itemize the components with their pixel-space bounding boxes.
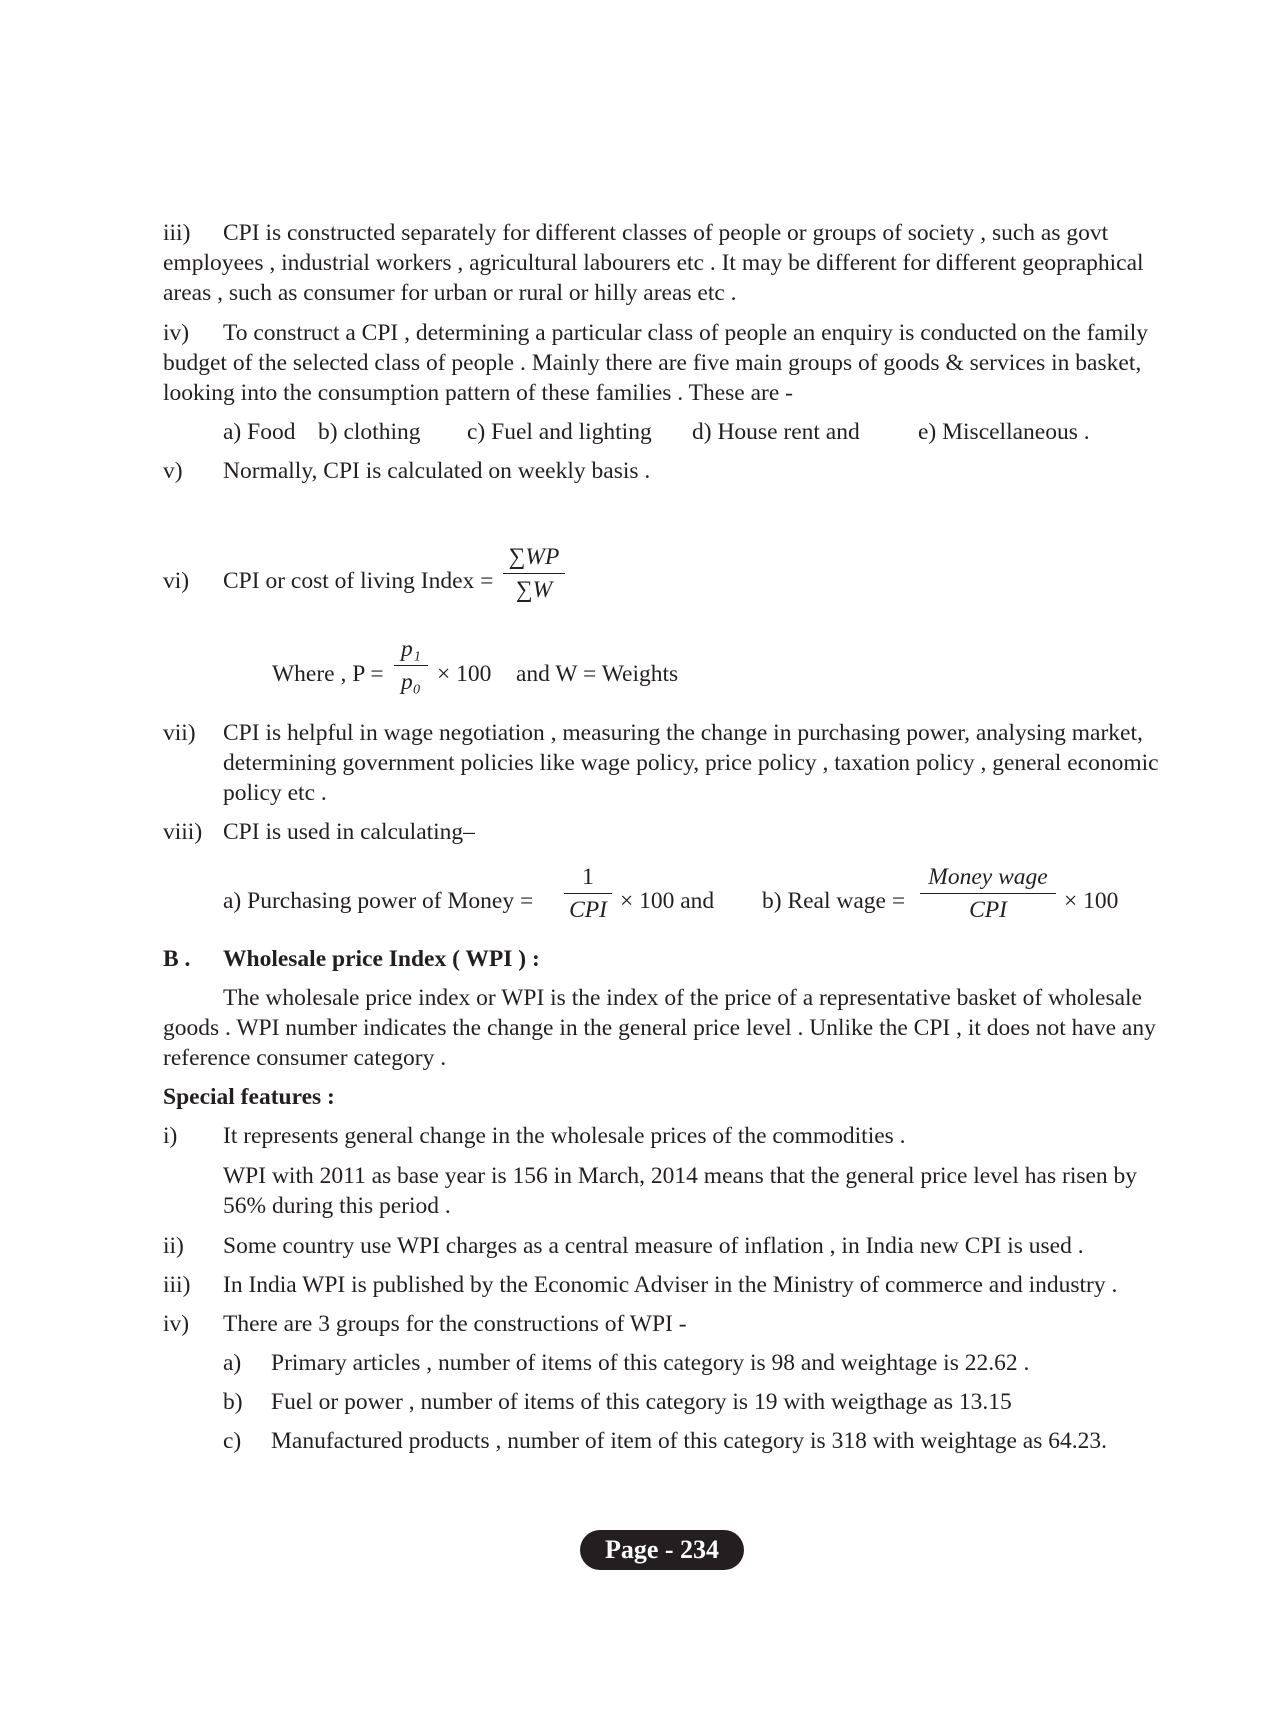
- item-vi-number: vi): [163, 568, 190, 594]
- price-relative-label: Where , P =: [272, 661, 384, 687]
- fraction-bar: [503, 573, 565, 574]
- item-iv-text: To construct a CPI , determining a particular class of people an enquiry is conducted on the family budget of the selected class of people . Mainly there are five main groups of goods & services in basket, looking into the consumption pattern of these families . These are -: [163, 320, 1149, 406]
- feature-iv-number: iv): [163, 1311, 190, 1337]
- purchasing-power-label: a) Purchasing power of Money =: [223, 888, 534, 914]
- feature-i-text: It represents general change in the wholesale prices of the commodities .: [223, 1123, 906, 1149]
- item-v-text: Normally, CPI is calculated on weekly basis .: [223, 458, 651, 484]
- weights-definition: and W = Weights: [516, 661, 679, 687]
- wpi-group-b-letter: b): [223, 1389, 243, 1415]
- item-iv-number: iv): [163, 320, 190, 346]
- fraction-bar: [564, 893, 612, 894]
- item-vii-number: vii): [163, 720, 196, 746]
- item-iv-paragraph: [163, 318, 1163, 408]
- item-iii-number: iii): [163, 220, 191, 246]
- fraction-bar: [394, 665, 428, 666]
- item-vii-text: CPI is helpful in wage negotiation , measuring the change in purchasing power, analysing market, determining government policies like wage policy, price policy , taxation policy , general economic policy etc .: [223, 720, 1159, 806]
- wpi-group-a-letter: a): [223, 1350, 242, 1376]
- section-b-letter: B .: [163, 946, 191, 972]
- item-iii-paragraph: [163, 218, 1163, 308]
- cpi-formula-numerator: ∑WP: [508, 544, 560, 570]
- feature-iii-text: In India WPI is published by the Economic Adviser in the Ministry of commerce and industry .: [223, 1272, 1118, 1298]
- feature-ii-number: ii): [163, 1233, 184, 1259]
- purchasing-power-numerator: 1: [582, 864, 594, 890]
- item-viii-number: viii): [163, 819, 203, 845]
- wpi-group-c-letter: c): [223, 1428, 242, 1454]
- section-b-intro: The wholesale price index or WPI is the index of the price of a representative basket of wholesale goods . WPI number indicates the change in the general price level . Unlike the CPI , it does not have any reference consumer category .: [163, 985, 1156, 1071]
- real-wage-label: b) Real wage =: [762, 888, 906, 914]
- purchasing-power-fraction: [564, 862, 612, 925]
- wpi-group-b-text: Fuel or power , number of items of this category is 19 with weigthage as 13.15: [271, 1389, 1012, 1415]
- cpi-group-misc: e) Miscellaneous .: [918, 419, 1090, 445]
- section-b-title: Wholesale price Index ( WPI ) :: [223, 946, 540, 972]
- real-wage-tail: × 100: [1064, 888, 1119, 914]
- purchasing-power-denominator: CPI: [569, 897, 607, 923]
- item-iii-text: CPI is constructed separately for different classes of people or groups of society , such as govt employees , industrial workers , agricultural labourers etc . It may be different for different geopraphical areas , such as consumer for urban or rural or hilly areas etc .: [163, 220, 1144, 306]
- feature-i-example: WPI with 2011 as base year is 156 in March, 2014 means that the general price level has risen by 56% during this period .: [223, 1163, 1138, 1219]
- cpi-formula-denominator: ∑W: [515, 577, 553, 603]
- wpi-group-a-text: Primary articles , number of items of this category is 98 and weightage is 22.62 .: [271, 1350, 1030, 1376]
- real-wage-fraction: [920, 862, 1056, 925]
- cpi-group-house-rent: d) House rent and: [692, 419, 860, 445]
- fraction-bar: [920, 893, 1056, 894]
- cpi-formula-label: CPI or cost of living Index =: [223, 568, 494, 594]
- price-relative-denominator: p₀: [401, 669, 421, 695]
- item-viii-text: CPI is used in calculating–: [223, 819, 475, 845]
- purchasing-power-tail: × 100 and: [620, 888, 715, 914]
- page-number-badge: Page - 234: [580, 1530, 744, 1570]
- cpi-group-fuel: c) Fuel and lighting: [467, 419, 652, 445]
- cpi-formula-fraction: [503, 542, 565, 605]
- item-v-number: v): [163, 458, 183, 484]
- feature-i-number: i): [163, 1123, 178, 1149]
- feature-ii-text: Some country use WPI charges as a central measure of inflation , in India new CPI is used .: [223, 1233, 1084, 1259]
- real-wage-denominator: CPI: [969, 897, 1007, 923]
- wpi-group-c-text: Manufactured products , number of item of this category is 318 with weightage as 64.23.: [271, 1428, 1108, 1454]
- price-relative-fraction: [394, 634, 428, 697]
- cpi-group-food: a) Food: [223, 419, 296, 445]
- cpi-group-clothing: b) clothing: [318, 419, 421, 445]
- price-relative-times-100: × 100: [437, 661, 492, 687]
- price-relative-numerator: p₁: [401, 636, 421, 662]
- real-wage-numerator: Money wage: [928, 864, 1048, 890]
- feature-iii-number: iii): [163, 1272, 191, 1298]
- special-features-heading: Special features :: [163, 1084, 335, 1110]
- feature-iv-text: There are 3 groups for the constructions of WPI -: [223, 1311, 687, 1337]
